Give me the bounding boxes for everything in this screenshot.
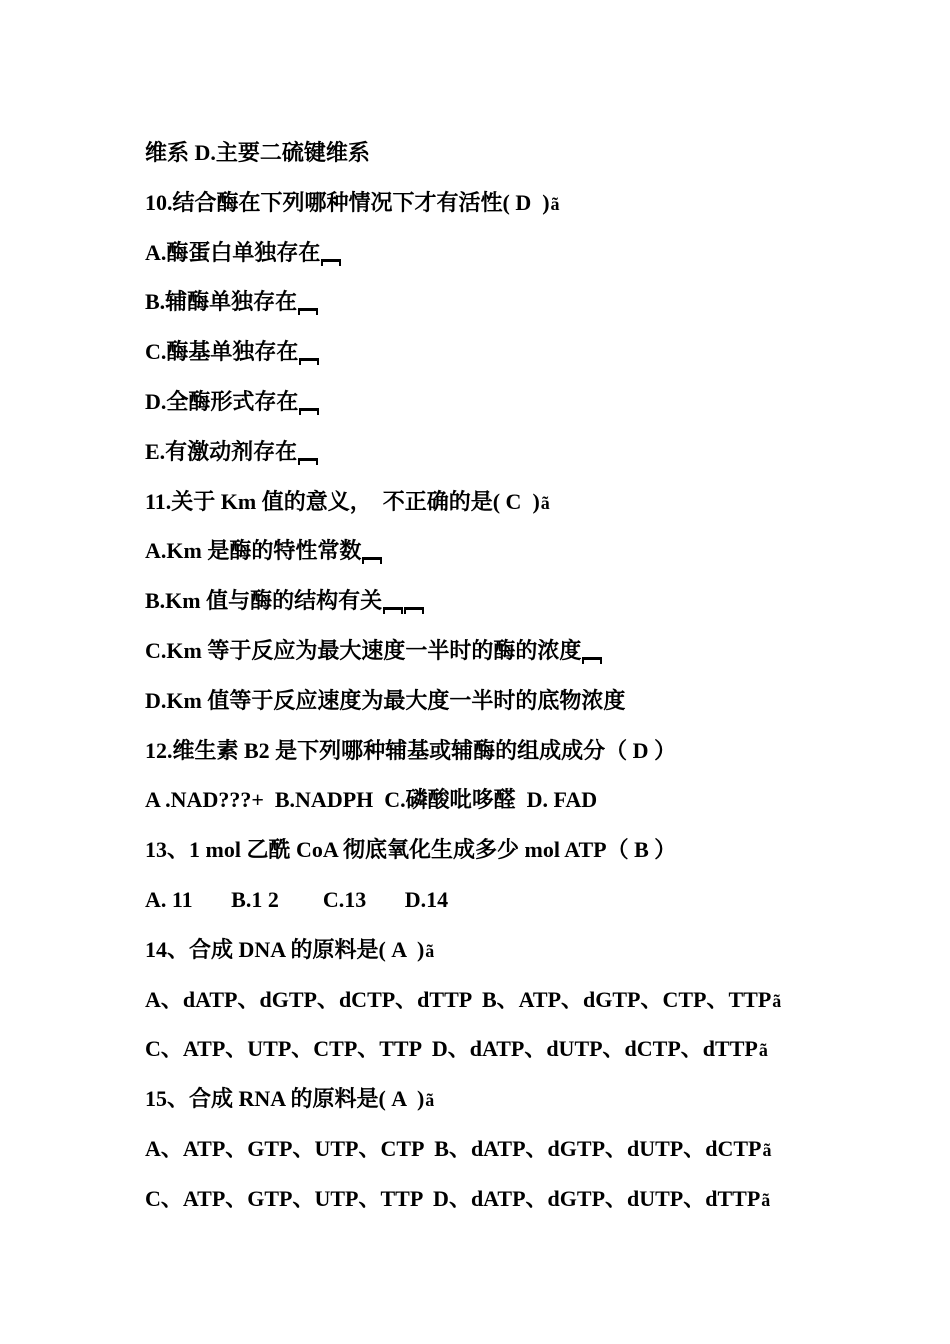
option-line: D.Km 值等于反应速度为最大度一半时的底物浓度 xyxy=(145,687,626,713)
option-line: A.酶蛋白单独存在 xyxy=(145,228,835,278)
option-line: A.Km 是酶的特性常数 xyxy=(145,526,835,576)
paragraph-mark-icon xyxy=(362,557,382,564)
paragraph-mark-icon xyxy=(298,458,318,465)
glyph-mark: ã xyxy=(550,193,560,214)
option-line: B.Km 值与酶的结构有关 xyxy=(145,576,835,626)
option-line: B.辅酶单独存在 xyxy=(145,277,835,327)
option-line: A、ATP、GTP、UTP、CTP B、dATP、dGTP、dUTP、dCTPã xyxy=(145,1124,835,1174)
glyph-mark: ã xyxy=(762,1139,772,1160)
question-15: 15、合成 RNA 的原料是( A )ã xyxy=(145,1074,835,1124)
paragraph-mark-icon xyxy=(582,657,602,664)
option-line: E.有激动剂存在 xyxy=(145,427,835,477)
option-line: C.酶基单独存在 xyxy=(145,327,835,377)
option-line: C、ATP、GTP、UTP、TTP D、dATP、dGTP、dUTP、dTTPã xyxy=(145,1174,835,1224)
glyph-mark: ã xyxy=(772,990,782,1011)
paragraph-mark-icon xyxy=(321,259,341,266)
option-line: A .NAD???+ B.NADPH C.磷酸吡哆醛 D. FAD xyxy=(145,787,598,813)
document-page xyxy=(145,128,835,1224)
paragraph-mark-icon xyxy=(404,607,424,614)
paragraph-mark-icon xyxy=(299,408,319,415)
glyph-mark: ã xyxy=(758,1040,768,1061)
glyph-mark: ã xyxy=(425,1090,435,1111)
option-line: C、ATP、UTP、CTP、TTP D、dATP、dUTP、dCTP、dTTPã xyxy=(145,1024,835,1074)
glyph-mark: ã xyxy=(761,1189,771,1210)
question-12: 12.维生素 B2 是下列哪种辅基或辅酶的组成成分（ D ） xyxy=(145,737,677,763)
glyph-mark: ã xyxy=(540,492,550,513)
option-line: D.全酶形式存在 xyxy=(145,377,835,427)
question-10: 10.结合酶在下列哪种情况下才有活性( D )ã xyxy=(145,178,835,228)
paragraph-mark-icon xyxy=(298,308,318,315)
question-11: 11.关于 Km 值的意义， 不正确的是( C )ã xyxy=(145,477,835,527)
paragraph-mark-icon xyxy=(299,358,319,365)
text-line: 维系 D.主要二硫键维系 xyxy=(145,140,370,165)
question-13: 13、1 mol 乙酰 CoA 彻底氧化生成多少 mol ATP（ B ） xyxy=(145,837,677,863)
glyph-mark: ã xyxy=(425,940,435,961)
question-14: 14、合成 DNA 的原料是( A )ã xyxy=(145,925,835,975)
option-line: A、dATP、dGTP、dCTP、dTTP B、ATP、dGTP、CTP、TTPã xyxy=(145,975,835,1025)
option-line: C.Km 等于反应为最大速度一半时的酶的浓度 xyxy=(145,626,835,676)
option-line: A. 11 B.1 2 C.13 D.14 xyxy=(145,886,449,912)
paragraph-mark-icon xyxy=(383,607,403,614)
